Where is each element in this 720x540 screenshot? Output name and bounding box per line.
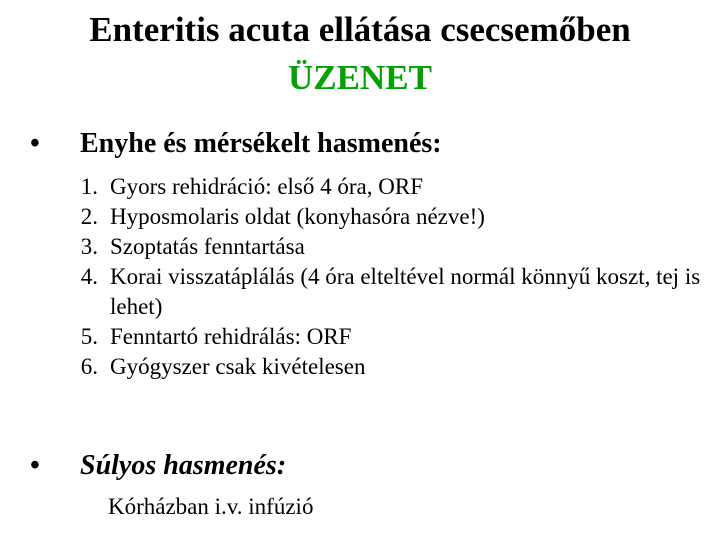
list-item-text: Szoptatás fenntartása	[110, 234, 305, 259]
bullet-icon: •	[30, 450, 40, 481]
list-item-text: Gyógyszer csak kivételesen	[110, 354, 366, 379]
list-item-number: 3.	[80, 234, 98, 259]
list-item-number: 5.	[80, 324, 98, 349]
list-item-number: 2.	[80, 204, 98, 229]
list-item-number: 6.	[80, 354, 98, 379]
list-item-text: Gyors rehidráció: első 4 óra, ORF	[110, 174, 423, 199]
treatment-steps-list	[60, 172, 710, 382]
section-heading-mild: Enyhe és mérsékelt hasmenés:	[80, 128, 442, 159]
list-item	[60, 322, 710, 352]
severe-treatment-text: Kórházban i.v. infúzió	[108, 494, 314, 519]
list-item-number: 1.	[80, 174, 98, 199]
list-item-text: Korai visszatáplálás (4 óra elteltével normál könnyű koszt, tej is lehet)	[110, 264, 701, 319]
list-item-text: Fenntartó rehidrálás: ORF	[110, 324, 352, 349]
section-heading-severe: Súlyos hasmenés:	[80, 450, 287, 481]
bullet-icon: •	[30, 128, 40, 159]
list-item	[60, 262, 710, 322]
list-item	[60, 172, 710, 202]
slide-title: Enteritis acuta ellátása csecsemőben	[89, 10, 631, 49]
list-item-text: Hyposmolaris oldat (konyhasóra nézve!)	[110, 204, 485, 229]
list-item-number: 4.	[80, 264, 98, 289]
list-item	[60, 352, 710, 382]
list-item	[60, 202, 710, 232]
slide-subtitle: ÜZENET	[288, 58, 432, 97]
list-item	[60, 232, 710, 262]
